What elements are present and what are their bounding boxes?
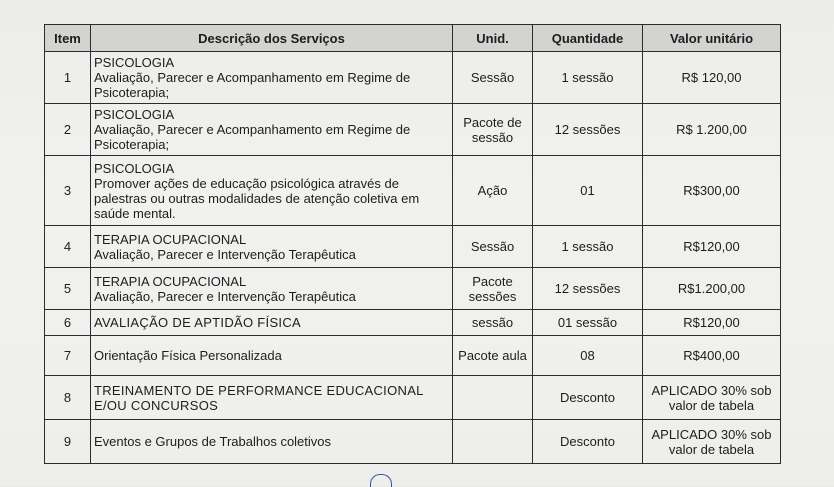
cell-quantidade: 08 (533, 336, 643, 376)
cell-valor: R$1.200,00 (643, 268, 781, 310)
cell-descricao (91, 52, 453, 104)
cell-valor: R$400,00 (643, 336, 781, 376)
cell-quantidade: Desconto (533, 420, 643, 464)
header-descricao: Descrição dos Serviços (91, 25, 453, 52)
cell-unid: Pacote de sessão (453, 104, 533, 156)
cell-unid: Ação (453, 156, 533, 226)
table-row (45, 376, 781, 420)
cell-item: 8 (45, 376, 91, 420)
header-valor: Valor unitário (643, 25, 781, 52)
table-row (45, 52, 781, 104)
cell-item: 7 (45, 336, 91, 376)
service-title: TREINAMENTO DE PERFORMANCE EDUCACIONAL E/OU CONCURSOS (94, 382, 424, 413)
cell-descricao (91, 104, 453, 156)
cell-quantidade: 01 sessão (533, 310, 643, 336)
cell-valor: R$ 120,00 (643, 52, 781, 104)
cell-item: 2 (45, 104, 91, 156)
cell-unid: Pacote aula (453, 336, 533, 376)
cell-quantidade: 12 sessões (533, 104, 643, 156)
cell-unid: Sessão (453, 52, 533, 104)
cell-unid (453, 376, 533, 420)
service-text: Orientação Física Personalizada (94, 348, 282, 363)
table-header-row (45, 25, 781, 52)
table-row (45, 104, 781, 156)
service-text: Eventos e Grupos de Trabalhos coletivos (94, 434, 332, 449)
cell-unid: sessão (453, 310, 533, 336)
cell-descricao (91, 420, 453, 464)
header-unid: Unid. (453, 25, 533, 52)
cell-descricao (91, 336, 453, 376)
service-text: Avaliação, Parecer e Acompanhamento em Regime de Psicoterapia; (94, 70, 411, 100)
table-row (45, 268, 781, 310)
service-text: Avaliação, Parecer e Acompanhamento em Regime de Psicoterapia; (94, 122, 411, 152)
cell-valor: R$120,00 (643, 226, 781, 268)
cell-descricao (91, 226, 453, 268)
service-text: Avaliação, Parecer e Intervenção Terapêutica (94, 246, 356, 262)
cell-unid: Sessão (453, 226, 533, 268)
cell-descricao (91, 310, 453, 336)
header-item: Item (45, 25, 91, 52)
header-quantidade: Quantidade (533, 25, 643, 52)
cell-item: 5 (45, 268, 91, 310)
cell-item: 3 (45, 156, 91, 226)
cell-item: 1 (45, 52, 91, 104)
cell-unid: Pacote sessões (453, 268, 533, 310)
cell-valor: APLICADO 30% sob valor de tabela (643, 420, 781, 464)
cell-valor: APLICADO 30% sob valor de tabela (643, 376, 781, 420)
cell-quantidade: 01 (533, 156, 643, 226)
cell-unid (453, 420, 533, 464)
cell-descricao (91, 376, 453, 420)
handwritten-mark (370, 474, 392, 487)
service-title: AVALIAÇÃO DE APTIDÃO FÍSICA (94, 315, 302, 330)
service-text: Promover ações de educação psicológica através de palestras ou outras modalidades de atenção coletiva em saúde mental. (94, 175, 420, 221)
table-row (45, 420, 781, 464)
service-title: PSICOLOGIA (94, 107, 175, 122)
cell-item: 4 (45, 226, 91, 268)
table-row (45, 226, 781, 268)
cell-valor: R$ 1.200,00 (643, 104, 781, 156)
cell-quantidade: 12 sessões (533, 268, 643, 310)
table-row (45, 156, 781, 226)
cell-quantidade: Desconto (533, 376, 643, 420)
services-table (44, 24, 781, 464)
cell-quantidade: 1 sessão (533, 52, 643, 104)
cell-valor: R$120,00 (643, 310, 781, 336)
cell-descricao (91, 268, 453, 310)
table-row (45, 310, 781, 336)
service-title: TERAPIA OCUPACIONAL (94, 273, 247, 289)
table-row (45, 336, 781, 376)
cell-valor: R$300,00 (643, 156, 781, 226)
cell-item: 6 (45, 310, 91, 336)
service-title: PSICOLOGIA (94, 160, 175, 176)
cell-item: 9 (45, 420, 91, 464)
service-text: Avaliação, Parecer e Intervenção Terapêutica (94, 288, 356, 304)
cell-quantidade: 1 sessão (533, 226, 643, 268)
service-title: TERAPIA OCUPACIONAL (94, 231, 247, 247)
service-title: PSICOLOGIA (94, 55, 175, 70)
cell-descricao (91, 156, 453, 226)
